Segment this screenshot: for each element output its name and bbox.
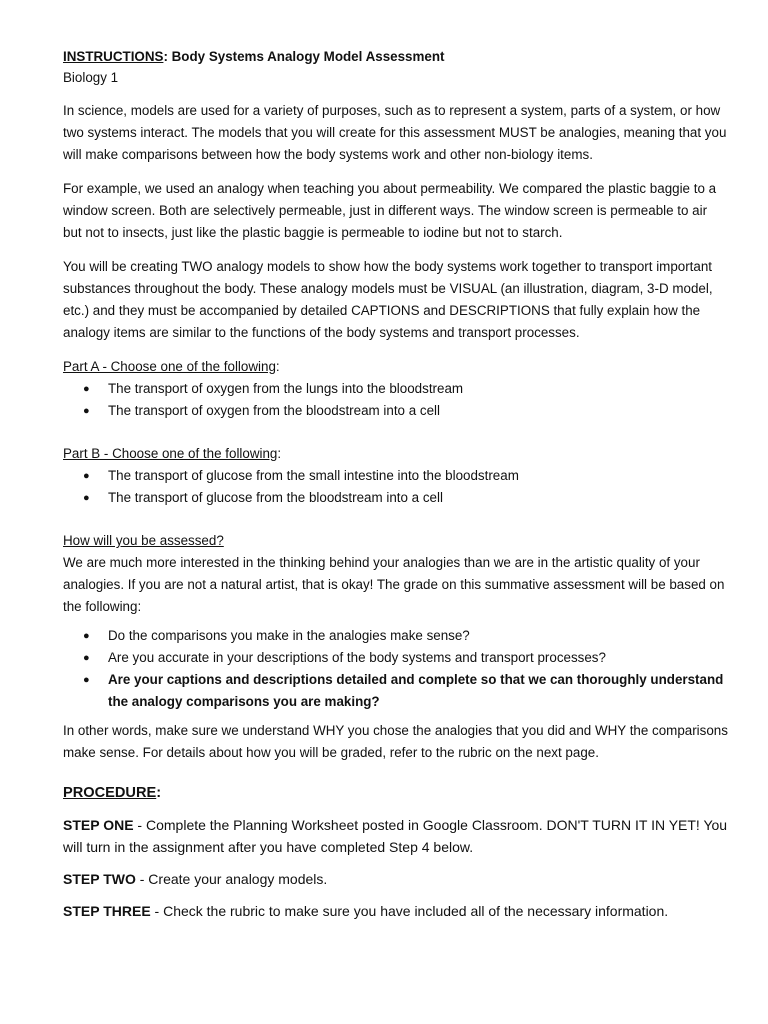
bullet-icon: ●	[83, 405, 90, 417]
step-one	[63, 814, 728, 858]
instructions-label: INSTRUCTIONS	[63, 49, 164, 64]
procedure-heading-colon: :	[156, 785, 162, 801]
step-text: - Create your analogy models.	[135, 871, 328, 887]
list-item-text: The transport of oxygen from the bloodstream into a cell	[108, 403, 440, 418]
bullet-icon: ●	[83, 492, 90, 504]
step-text: - Check the rubric to make sure you have included all of the necessary information.	[150, 903, 669, 919]
part-a-heading	[63, 356, 728, 378]
part-b-heading	[63, 443, 728, 465]
step-label: STEP ONE	[63, 817, 134, 833]
list-item-text: Are you accurate in your descriptions of the body systems and transport processes?	[108, 650, 606, 665]
intro-paragraph-models: In science, models are used for a variety of purposes, such as to represent a system, parts of a system, or how two systems interact. The models that you will create for this assessment MUST be analogies, meaning that you will make comparisons between how the body systems work and other non-biology items.	[63, 103, 727, 162]
list-item-text: The transport of glucose from the small intestine into the bloodstream	[108, 468, 519, 483]
assessment-closing: In other words, make sure we understand WHY you chose the analogies that you did and WHY the comparisons make sense. For details about how you will be graded, refer to the rubric on the next page.	[63, 723, 728, 760]
part-a-heading-colon: :	[275, 359, 280, 374]
list-item-text: The transport of oxygen from the lungs into the bloodstream	[108, 381, 464, 396]
bullet-icon: ●	[83, 383, 90, 395]
list-item	[63, 400, 728, 422]
part-a-list	[63, 378, 728, 422]
list-item	[63, 465, 728, 487]
bullet-icon: ●	[83, 674, 90, 686]
list-item-text: The transport of glucose from the bloodstream into a cell	[108, 490, 443, 505]
list-item	[63, 378, 728, 400]
assessment-heading: How will you be assessed?	[63, 533, 224, 548]
part-a-heading-text: Part A - Choose one of the following	[63, 359, 276, 374]
part-b-list	[63, 465, 728, 509]
bullet-icon: ●	[83, 630, 90, 642]
assessment-criteria-list	[63, 625, 728, 713]
assessment-intro: We are much more interested in the thinking behind your analogies than we are in the artistic quality of your analogies. If you are not a natural artist, that is okay! The grade on this summative assessment will be based on the following:	[63, 555, 725, 614]
list-item-text: Are your captions and descriptions detailed and complete so that we can thoroughly understand the analogy comparisons you are making?	[108, 672, 724, 709]
bullet-icon: ●	[83, 652, 90, 664]
bullet-icon: ●	[83, 470, 90, 482]
list-item	[63, 625, 728, 647]
intro-paragraph-example: For example, we used an analogy when teaching you about permeability. We compared the plastic baggie to a window screen. Both are selectively permeable, just in different ways. The window screen is permeable to air but not to insects, just like the plastic baggie is permeable to iodine but not to starch.	[63, 181, 717, 240]
procedure-heading	[63, 782, 728, 804]
part-b-heading-text: Part B - Choose one of the following	[63, 446, 278, 461]
step-label: STEP THREE	[63, 903, 151, 919]
course-name: Biology 1	[63, 70, 119, 85]
procedure-heading-text: PROCEDURE	[63, 785, 157, 801]
part-b-heading-colon: :	[277, 446, 282, 461]
title-text: : Body Systems Analogy Model Assessment	[163, 49, 445, 64]
list-item-text: Do the comparisons you make in the analogies make sense?	[108, 628, 470, 643]
step-label: STEP TWO	[63, 871, 136, 887]
document-title	[63, 47, 728, 67]
list-item	[63, 669, 728, 713]
list-item	[63, 487, 728, 509]
list-item	[63, 647, 728, 669]
step-three	[63, 900, 728, 922]
intro-paragraph-task: You will be creating TWO analogy models to show how the body systems work together to transport important substances throughout the body. These analogy models must be VISUAL (an illustration, diagram, 3-D model, etc.) and they must be accompanied by detailed CAPTIONS and DESCRIPTIONS that fully explain how the analogy items are similar to the functions of the body systems and transport processes.	[63, 259, 713, 340]
step-text: - Complete the Planning Worksheet posted in Google Classroom. DON'T TURN IT IN YET! You will turn in the assignment after you have completed Step 4 below.	[63, 817, 728, 855]
step-two	[63, 868, 728, 890]
